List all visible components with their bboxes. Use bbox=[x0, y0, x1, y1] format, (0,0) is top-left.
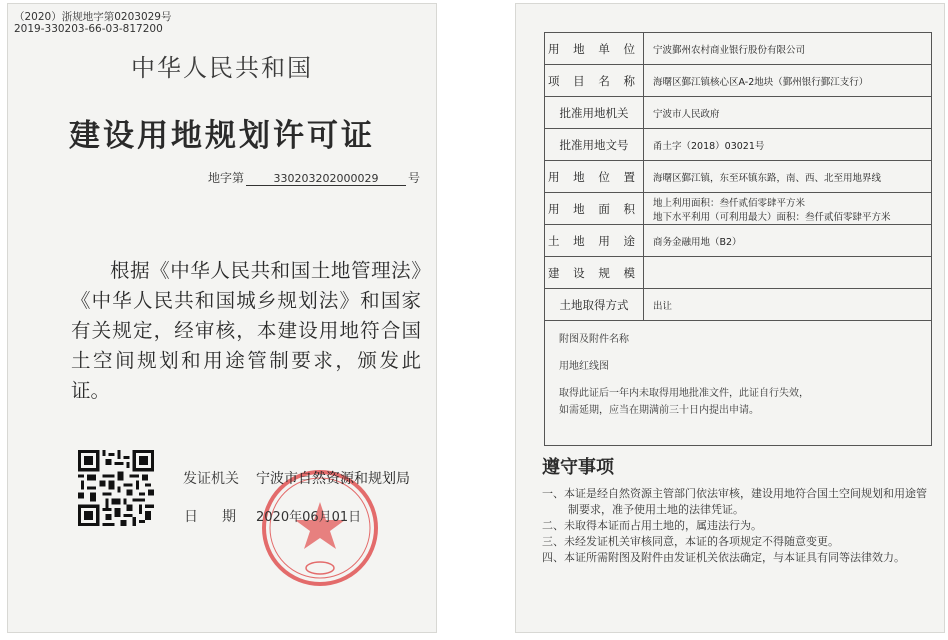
extension-note: 如需延期，应当在期满前三十日内提出申请。 bbox=[559, 405, 759, 416]
notice-title: 遵守事项 bbox=[542, 457, 614, 478]
value-text: 商务金融用地（B2） bbox=[653, 236, 742, 248]
list-item: 一、本证是经自然资源主管部门依法审核，建设用地符合国土空间规划和用途管制要求，准予使用土地的法律凭证。 bbox=[542, 487, 927, 516]
value-text: 甬土字（2018）03021号 bbox=[653, 140, 765, 152]
table-row bbox=[545, 33, 931, 65]
row-label: 用 地 面 积 bbox=[545, 193, 644, 224]
row-value bbox=[653, 129, 927, 160]
certificate-title: 建设用地规划许可证 bbox=[69, 118, 375, 154]
issue-date: 2020年06月01日 bbox=[256, 510, 362, 525]
qr-code-icon bbox=[78, 450, 154, 526]
value-text: 宁波市人民政府 bbox=[653, 108, 720, 120]
certificate-body-text: 根据《中华人民共和国土地管理法》《中华人民共和国城乡规划法》和国家有关规定，经审核，本建设用地符合国土空间规划和用途管制要求，颁发此证。 bbox=[71, 259, 421, 402]
project-code: 2019-330203-66-03-817200 bbox=[14, 23, 163, 35]
cert-prefix: 地字第 bbox=[208, 171, 245, 185]
value-text-2: 地下水平利用（可利用最大）面积：叁仟贰佰零肆平方米 bbox=[653, 211, 891, 223]
value-text: 宁波鄞州农村商业银行股份有限公司 bbox=[653, 44, 806, 56]
attachment-item: 用地红线图 bbox=[559, 361, 609, 372]
certificate-number-row bbox=[208, 169, 420, 186]
row-label: 土 地 用 途 bbox=[545, 225, 644, 256]
row-value bbox=[653, 257, 927, 288]
list-item: 二、未取得本证而占用土地的，属违法行为。 bbox=[542, 519, 762, 532]
row-label: 项 目 名 称 bbox=[545, 65, 644, 96]
certificate-front-page bbox=[8, 4, 436, 632]
value-text: 海曙区鄞江镇，东至环镇东路，南、西、北至用地界线 bbox=[653, 172, 882, 184]
attachments-block bbox=[545, 321, 931, 445]
value-text: 出让 bbox=[653, 300, 673, 312]
row-label: 批准用地机关 bbox=[545, 97, 644, 128]
attachments-title: 附图及附件名称 bbox=[559, 334, 629, 345]
table-row bbox=[545, 161, 931, 193]
table-row bbox=[545, 289, 931, 321]
certificate-back-page bbox=[516, 4, 944, 632]
table-row bbox=[545, 129, 931, 161]
row-value bbox=[653, 33, 927, 64]
cert-suffix: 号 bbox=[408, 171, 421, 185]
value-text: 海曙区鄞江镇核心区A-2地块（鄞州银行鄞江支行） bbox=[653, 76, 869, 88]
table-row bbox=[545, 97, 931, 129]
row-label: 批准用地文号 bbox=[545, 129, 644, 160]
serial-number: （2020）浙规地字第0203029号 bbox=[14, 11, 172, 23]
row-value bbox=[653, 161, 927, 192]
list-item: 三、未经发证机关审核同意，本证的各项规定不得随意变更。 bbox=[542, 535, 839, 548]
issuer-label: 发证机关 bbox=[183, 471, 239, 487]
table-row bbox=[545, 193, 931, 225]
notice-list bbox=[542, 486, 934, 566]
row-value bbox=[653, 193, 927, 224]
row-label: 用 地 单 位 bbox=[545, 33, 644, 64]
validity-note: 取得此证后一年内未取得用地批准文件，此证自行失效， bbox=[559, 388, 809, 399]
row-label: 建 设 规 模 bbox=[545, 257, 644, 288]
row-value bbox=[653, 65, 927, 96]
issuing-authority: 宁波市自然资源和规划局 bbox=[256, 471, 410, 487]
value-text: 地上利用面积：叁仟贰佰零肆平方米 bbox=[653, 197, 806, 209]
date-label: 日期 bbox=[184, 509, 260, 525]
country-name: 中华人民共和国 bbox=[131, 54, 313, 82]
row-label: 土地取得方式 bbox=[545, 289, 644, 320]
table-row bbox=[545, 225, 931, 257]
table-row bbox=[545, 257, 931, 289]
table-row bbox=[545, 65, 931, 97]
list-item: 四、本证所需附图及附件由发证机关依法确定，与本证具有同等法律效力。 bbox=[542, 551, 905, 564]
land-info-table bbox=[544, 32, 932, 446]
row-value bbox=[653, 289, 927, 320]
row-value bbox=[653, 225, 927, 256]
row-value bbox=[653, 97, 927, 128]
certificate-number: 330203202000029 bbox=[246, 172, 406, 186]
row-label: 用 地 位 置 bbox=[545, 161, 644, 192]
